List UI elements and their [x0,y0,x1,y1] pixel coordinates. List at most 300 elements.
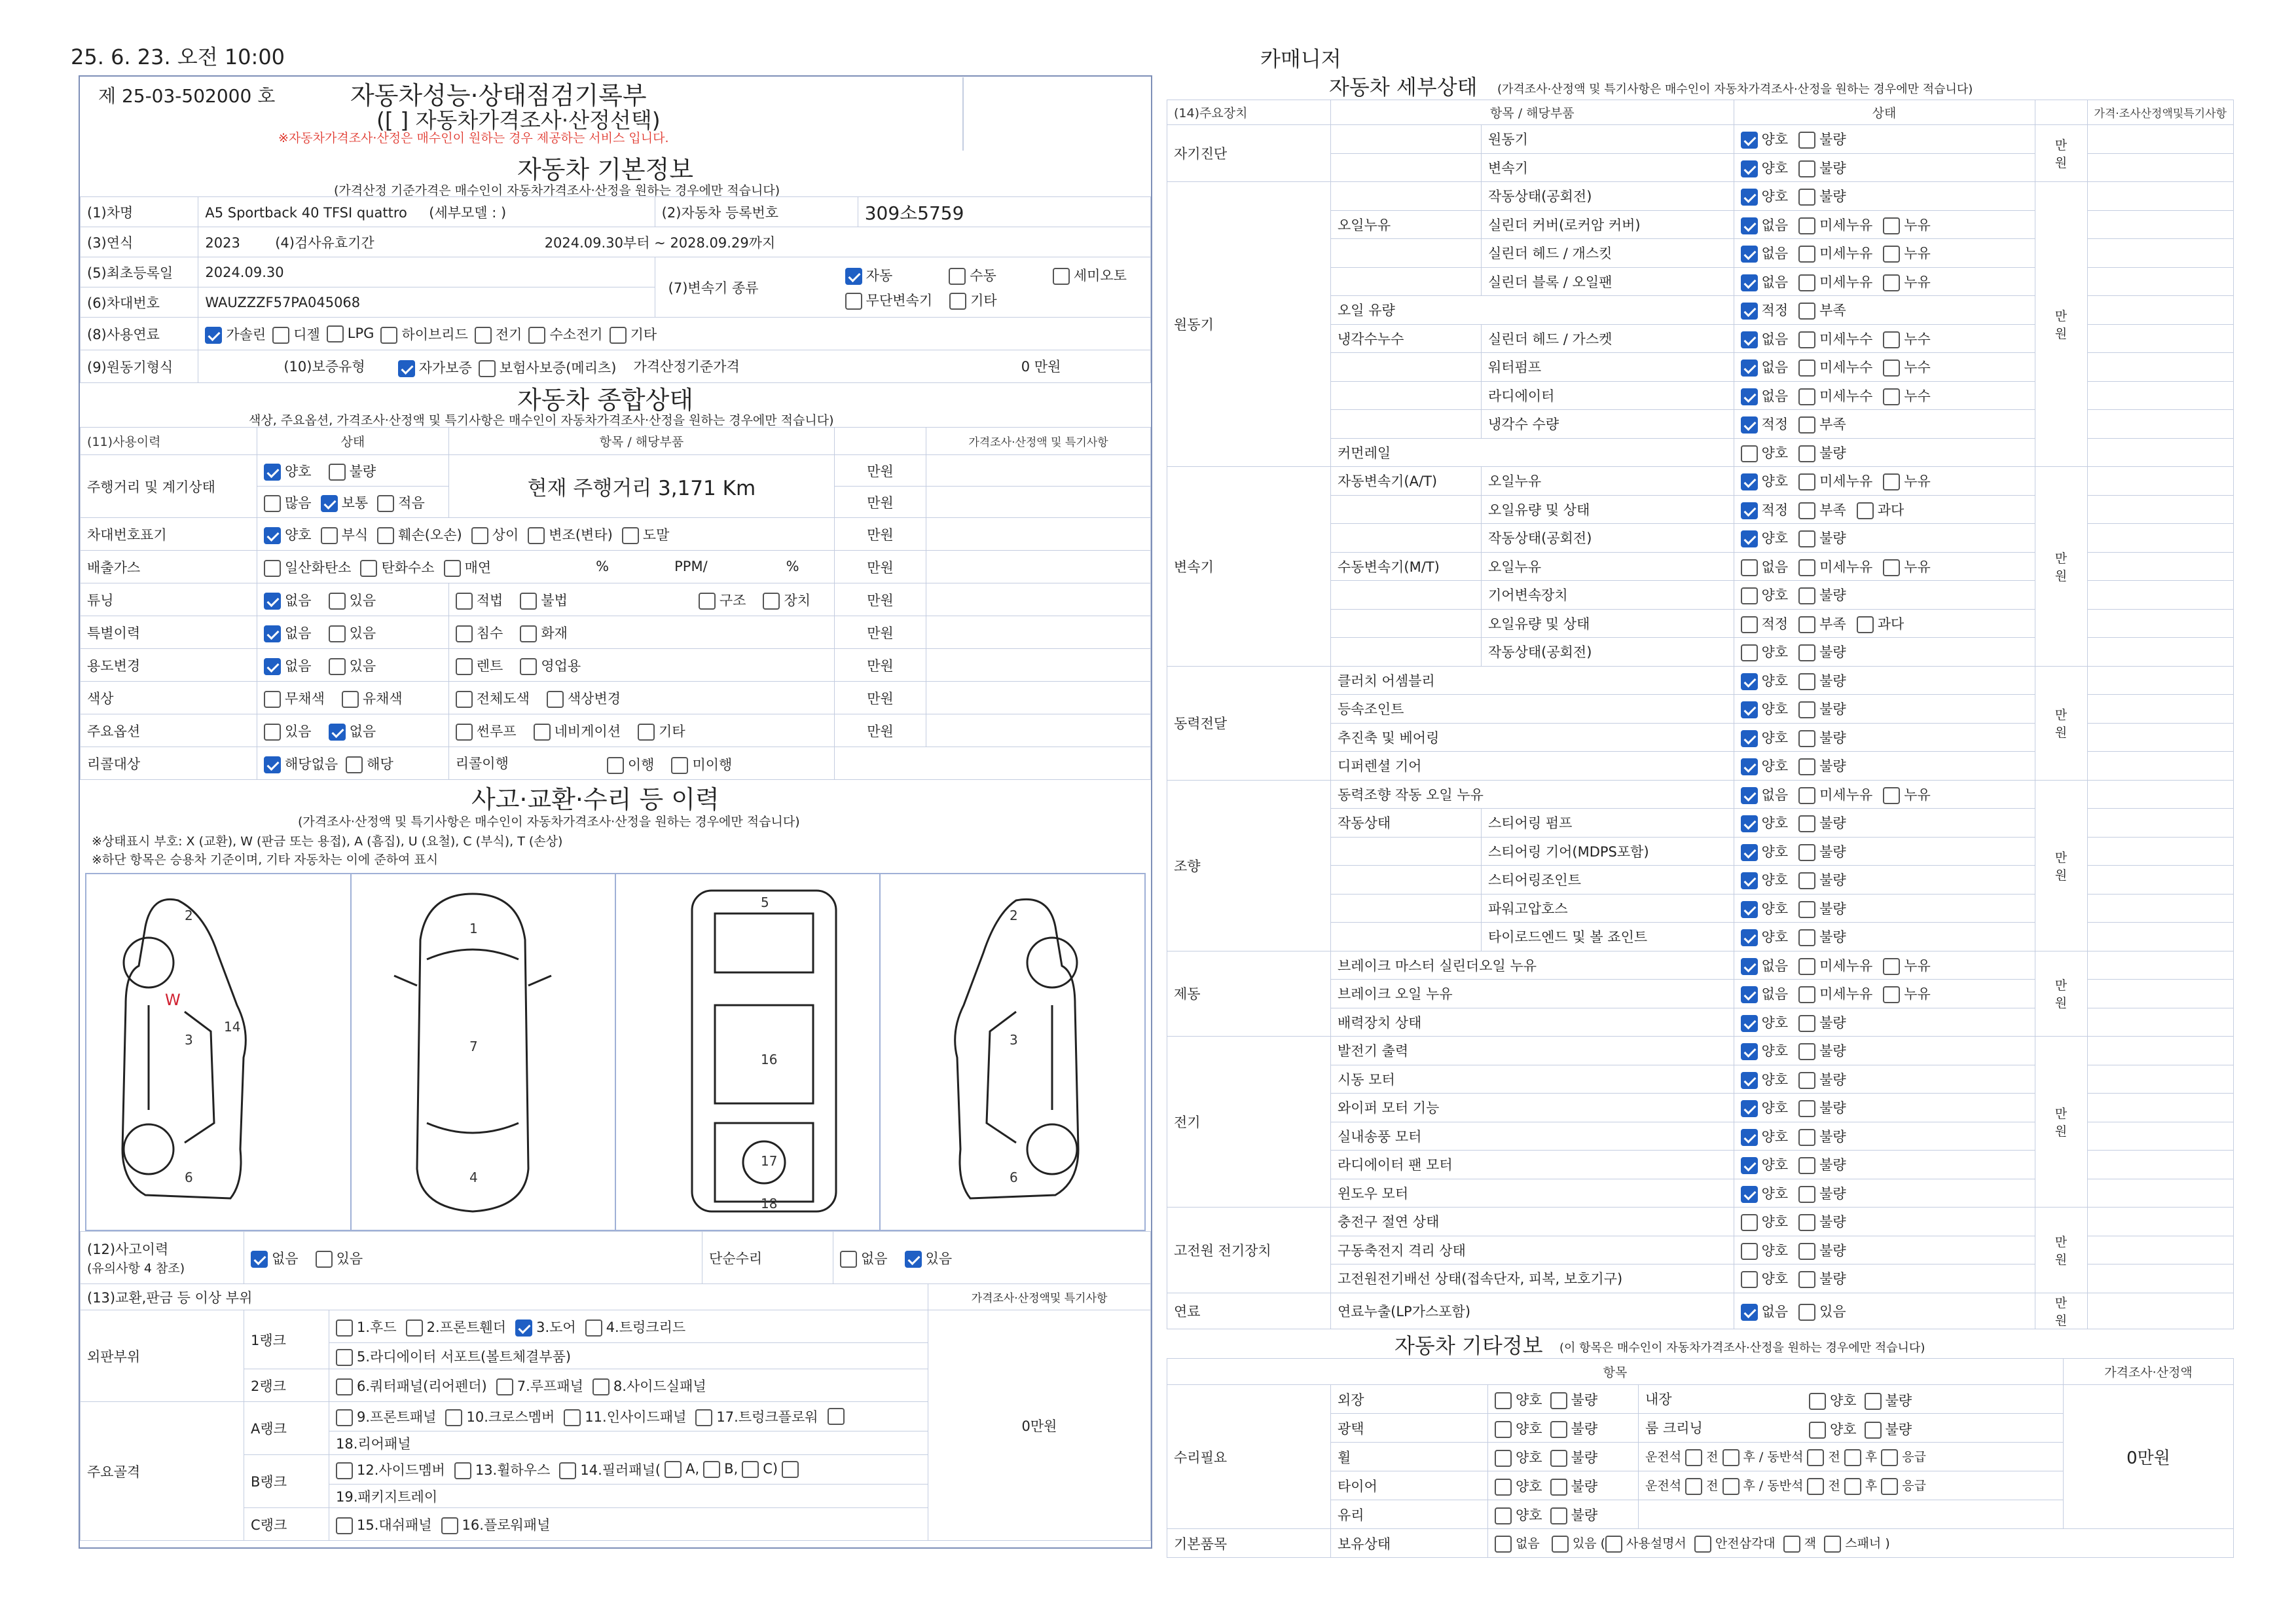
condition-checkbox[interactable] [1798,1157,1815,1174]
condition-checkbox[interactable] [1798,587,1815,604]
trans-manual-checkbox[interactable] [949,268,966,285]
part-label: 오일누유 [1482,467,1734,496]
condition-option-label: 불량 [1819,729,1846,746]
tire-bad-checkbox[interactable] [1550,1479,1567,1496]
condition-checkbox[interactable] [1741,1214,1758,1231]
condition-checkbox[interactable] [1857,616,1874,633]
subgroup-label: 수동변속기(M/T) [1331,552,1482,581]
vin-mark-corrosion-checkbox[interactable] [321,527,338,544]
mileage-high-checkbox[interactable] [264,495,281,512]
symbol-legend-2: ※하단 항목은 승용차 기준이며, 기타 자동차는 이에 준하여 표시 [92,853,439,867]
part-trunk-floor-checkbox[interactable] [695,1409,712,1426]
condition-checkbox[interactable] [1798,1214,1815,1231]
condition-option-label: 양호 [1761,132,1789,148]
condition-checkbox[interactable] [1798,815,1815,832]
jack-checkbox[interactable] [1783,1536,1800,1553]
condition-checkbox[interactable] [1798,189,1815,206]
room-bad-checkbox[interactable] [1865,1422,1882,1439]
condition-checkbox[interactable] [1741,1157,1758,1174]
unit-manwon: 만원 [835,551,926,583]
condition-checkbox[interactable] [1798,787,1815,804]
possess-none-checkbox[interactable] [1495,1536,1512,1553]
condition-options [1734,296,2035,325]
subgroup-label: 작동상태 [1331,809,1482,838]
mileage-normal-checkbox[interactable] [321,495,338,512]
condition-checkbox[interactable] [1798,673,1815,690]
basic-info-heading: 자동차 기본정보 [517,155,694,184]
condition-checkbox[interactable] [1741,758,1758,775]
condition-option-label: 양호 [1761,729,1789,746]
condition-checkbox[interactable] [1798,1304,1815,1321]
simple-repair-yes-checkbox[interactable] [905,1251,922,1268]
emission-co-checkbox[interactable] [264,560,281,577]
condition-checkbox[interactable] [1741,160,1758,177]
condition-checkbox[interactable] [1798,958,1815,975]
condition-checkbox[interactable] [1798,1271,1815,1288]
fuel-electric-checkbox[interactable] [475,327,492,344]
condition-checkbox[interactable] [1798,1100,1815,1117]
options-other-checkbox[interactable] [638,724,655,741]
condition-checkbox[interactable] [1798,986,1815,1003]
condition-checkbox[interactable] [1798,872,1815,889]
triangle-checkbox[interactable] [1694,1536,1711,1553]
part-floor-panel-checkbox[interactable] [441,1517,458,1534]
simple-repair-none-checkbox[interactable] [840,1251,857,1268]
condition-checkbox[interactable] [1798,844,1815,861]
condition-option-label: 있음 [1819,1303,1846,1320]
subgroup-label [1331,609,1482,638]
condition-checkbox[interactable] [1883,360,1900,377]
condition-option-label: 미세누유 [1819,786,1873,803]
room-good-checkbox[interactable] [1809,1422,1826,1439]
part-label: 라디에이터 [1482,381,1734,410]
condition-checkbox[interactable] [1741,217,1758,234]
basic-info-table: (1)차명 A5 Sportback 40 TFSI quattro (세부모델 : ) (2)자동차 등록번호 309소5759 (3)연식 2023 (4)검사유효기간 2024.09.30부터 ~ 2028.09.29까지 (5)최초등록일 2024.09.30 (7)변속기 종류 자동 수동 세미오토 무단변속기 기타 (6)차대번호 WAUZZZF57PA045068 (8)사용연료 가솔린 디젤 LPG 하이브리드 전기 수소전기 기타 (9)원동기형식 (10)보증유형 자가보증 보험사보증(메리츠) 가격산정기준가격 0 만원 [80,196,1151,383]
col-main-device: (14)주요장치 [1167,100,1331,125]
condition-option-label: 없음 [1761,957,1789,974]
condition-option-label: 없음 [1761,331,1789,347]
condition-checkbox[interactable] [1798,331,1815,348]
accident-none-checkbox[interactable] [251,1251,268,1268]
condition-checkbox[interactable] [1883,559,1900,576]
vin-mark-mismatch-checkbox[interactable] [471,527,488,544]
mileage-good-checkbox[interactable] [264,464,281,481]
condition-option-label: 불량 [1819,445,1846,461]
condition-checkbox[interactable] [1798,1129,1815,1146]
unit-manwon: 만원 [835,487,926,518]
tuning-device-checkbox[interactable] [763,593,780,610]
overall-heading: 자동차 종합상태 [517,386,694,415]
condition-checkbox[interactable] [1798,616,1815,633]
condition-option-label: 없음 [1761,986,1789,1003]
part-extra-b-checkbox[interactable] [782,1461,799,1478]
condition-option-label: 미세누유 [1819,473,1873,490]
condition-checkbox[interactable] [1741,986,1758,1003]
row-emission-label: 배출가스 [81,551,257,583]
unit-manwon: 만 원 [2035,1208,2087,1293]
tire-pass-front-checkbox[interactable] [1807,1478,1824,1495]
condition-checkbox[interactable] [1798,1186,1815,1203]
condition-checkbox[interactable] [1883,986,1900,1003]
condition-checkbox[interactable] [1798,360,1815,377]
label-reg-no: (2)자동차 등록번호 [655,197,858,227]
possess-yes-checkbox[interactable] [1552,1536,1569,1553]
unit-manwon: 만원 [835,616,926,649]
emission-hc-checkbox[interactable] [360,560,377,577]
panel-no: 7 [469,1039,478,1054]
condition-option-label: 불량 [1819,843,1846,860]
label-outer-panel: 외판부위 [81,1310,244,1402]
wheel-pass-front-checkbox[interactable] [1807,1449,1824,1466]
part-wheel-house-checkbox[interactable] [454,1462,471,1479]
overall-note: 색상, 주요옵션, 가격조사·산정액 및 특기사항은 매수인이 자동차가격조사·산정을 원하는 경우에만 적습니다) [249,413,834,428]
condition-option-label: 양호 [1761,673,1789,689]
condition-checkbox[interactable] [1798,132,1815,149]
part-label: 충전구 절연 상태 [1331,1208,1734,1236]
condition-checkbox[interactable] [1741,730,1758,747]
warranty-self-checkbox[interactable] [398,360,415,377]
condition-checkbox[interactable] [1741,274,1758,291]
unit-manwon: 만원 [835,518,926,551]
trans-cvt-checkbox[interactable] [845,293,862,310]
condition-option-label: 없음 [1761,786,1789,803]
condition-checkbox[interactable] [1741,303,1758,320]
condition-option-label: 양호 [1761,1185,1789,1202]
condition-option-label: 양호 [1761,1128,1789,1145]
condition-checkbox[interactable] [1741,416,1758,434]
condition-option-label: 양호 [1761,1242,1789,1259]
part-roof-panel-checkbox[interactable] [496,1378,513,1395]
condition-checkbox[interactable] [1883,958,1900,975]
glass-good-checkbox[interactable] [1495,1507,1512,1524]
special-flood-checkbox[interactable] [456,625,473,642]
part-trunk-lid-checkbox[interactable] [585,1320,602,1337]
condition-checkbox[interactable] [1741,1100,1758,1117]
part-front-panel-checkbox[interactable] [336,1409,353,1426]
gloss-bad-checkbox[interactable] [1550,1421,1567,1438]
condition-option-label: 불량 [1819,1242,1846,1259]
part-side-sill-checkbox[interactable] [592,1378,610,1395]
condition-option-label: 부족 [1819,303,1846,319]
condition-checkbox[interactable] [1883,217,1900,234]
device-group-label: 변속기 [1167,467,1331,667]
wheel-driver-front-checkbox[interactable] [1685,1449,1702,1466]
condition-checkbox[interactable] [1741,530,1758,547]
condition-option-label: 없음 [1761,274,1789,290]
condition-option-label: 누유 [1904,274,1931,290]
fuel-other-checkbox[interactable] [610,327,627,344]
condition-checkbox[interactable] [1798,502,1815,519]
tire-driver-rear-checkbox[interactable] [1722,1478,1740,1495]
condition-option-label: 불량 [1819,673,1846,689]
condition-option-label: 누유 [1904,217,1931,233]
recall-notdone-checkbox[interactable] [671,757,688,774]
condition-checkbox[interactable] [1741,673,1758,690]
special-fire-checkbox[interactable] [520,625,537,642]
usage-none-checkbox[interactable] [264,658,281,675]
condition-checkbox[interactable] [1741,815,1758,832]
condition-option-label: 누유 [1904,473,1931,490]
part-dash-panel-checkbox[interactable] [336,1517,353,1534]
options-none-checkbox[interactable] [329,724,346,741]
part-cross-member-checkbox[interactable] [445,1409,462,1426]
pillar-b-checkbox[interactable] [703,1461,720,1478]
condition-checkbox[interactable] [1883,246,1900,263]
condition-checkbox[interactable] [1741,132,1758,149]
recall-na-checkbox[interactable] [264,756,281,773]
recall-yes-checkbox[interactable] [346,756,363,773]
part-label: 오일누유 [1482,552,1734,581]
condition-checkbox[interactable] [1741,787,1758,804]
part-radiator-support-checkbox[interactable] [336,1349,353,1366]
first-reg-value: 2024.09.30 [198,257,655,287]
condition-checkbox[interactable] [1798,1243,1815,1260]
wheel-spare-checkbox[interactable] [1881,1449,1898,1466]
part-quarter-panel-checkbox[interactable] [336,1378,353,1395]
condition-checkbox[interactable] [1798,303,1815,320]
wheel-good-checkbox[interactable] [1495,1450,1512,1467]
condition-checkbox[interactable] [1798,445,1815,462]
label-passenger: 동반석 [1767,1479,1804,1494]
condition-checkbox[interactable] [1857,502,1874,519]
condition-options [1734,1293,2035,1329]
condition-options [1734,837,2035,866]
unit-manwon: 만 원 [2035,1037,2087,1208]
part-label: 구동축전지 격리 상태 [1331,1236,1734,1264]
part-label: 브레이크 마스터 실린더오일 누유 [1331,951,1734,980]
condition-checkbox[interactable] [1798,901,1815,918]
condition-checkbox[interactable] [1741,360,1758,377]
tuning-illegal-checkbox[interactable] [520,593,537,610]
condition-option-label: 양호 [1761,644,1789,661]
part-extra-checkbox[interactable] [828,1408,845,1425]
panel-no: 14 [224,1019,241,1035]
condition-checkbox[interactable] [1798,416,1815,434]
condition-option-label: 양호 [1761,900,1789,917]
condition-checkbox[interactable] [1798,929,1815,946]
rank-a: A랭크 [244,1402,329,1455]
usage-rent-checkbox[interactable] [456,658,473,675]
condition-checkbox[interactable] [1798,530,1815,547]
part-label: 등속조인트 [1331,695,1734,724]
fuel-gasoline-checkbox[interactable] [205,327,222,344]
color-full-paint-checkbox[interactable] [456,691,473,708]
part-door-checkbox[interactable] [515,1320,532,1337]
special-none-checkbox[interactable] [264,625,281,642]
condition-checkbox[interactable] [1741,616,1758,633]
condition-checkbox[interactable] [1741,587,1758,604]
condition-checkbox[interactable] [1741,1072,1758,1089]
exterior-good-checkbox[interactable] [1495,1392,1512,1409]
condition-checkbox[interactable] [1798,1043,1815,1060]
col-other-price: 가격조사·산정액 [2064,1359,2234,1385]
condition-checkbox[interactable] [1741,559,1758,576]
trans-other-checkbox[interactable] [949,293,966,310]
condition-option-label: 양호 [1761,473,1789,490]
exterior-bad-checkbox[interactable] [1550,1392,1567,1409]
emission-smoke-checkbox[interactable] [444,560,461,577]
condition-checkbox[interactable] [1741,1271,1758,1288]
condition-checkbox[interactable] [1741,1015,1758,1032]
fuel-hybrid-checkbox[interactable] [380,327,397,344]
condition-checkbox[interactable] [1741,189,1758,206]
condition-checkbox[interactable] [1741,1043,1758,1060]
condition-checkbox[interactable] [1798,388,1815,405]
part-front-fender-checkbox[interactable] [406,1320,423,1337]
color-change-checkbox[interactable] [547,691,564,708]
vin-mark-damage-checkbox[interactable] [377,527,394,544]
part-label: 동력조향 작동 오일 누유 [1331,780,1734,809]
accident-heading: 사고·교환·수리 등 이력 [471,785,720,814]
condition-checkbox[interactable] [1741,929,1758,946]
condition-checkbox[interactable] [1741,872,1758,889]
tuning-yes-checkbox[interactable] [329,593,346,610]
condition-checkbox[interactable] [1741,958,1758,975]
part-label: 클러치 어셈블리 [1331,666,1734,695]
condition-checkbox[interactable] [1741,1129,1758,1146]
part-pillar-panel-checkbox[interactable] [559,1462,576,1479]
usage-business-checkbox[interactable] [520,658,537,675]
tuning-legal-checkbox[interactable] [456,593,473,610]
part-label: 냉각수 수량 [1482,410,1734,439]
condition-checkbox[interactable] [1883,787,1900,804]
condition-checkbox[interactable] [1741,901,1758,918]
accident-yes-checkbox[interactable] [316,1251,333,1268]
tire-spare-checkbox[interactable] [1881,1478,1898,1495]
vin-mark-good-checkbox[interactable] [264,527,281,544]
doc-title: 자동차성능·상태점검기록부 [350,81,647,110]
subgroup-label [1331,153,1482,182]
fuel-lpg-checkbox[interactable] [327,325,344,342]
part-hood-checkbox[interactable] [336,1320,353,1337]
accident-note: (가격조사·산정액 및 특기사항은 매수인이 자동차가격조사·산정을 원하는 경우에만 적습니다) [298,815,800,829]
part-label: 스티어링조인트 [1482,866,1734,895]
mileage-bad-checkbox[interactable] [329,464,346,481]
part-side-member-checkbox[interactable] [336,1462,353,1479]
interior-bad-checkbox[interactable] [1865,1393,1882,1410]
condition-checkbox[interactable] [1798,246,1815,263]
subgroup-label: 오일누유 [1331,210,1482,239]
condition-checkbox[interactable] [1798,644,1815,661]
condition-checkbox[interactable] [1798,274,1815,291]
condition-checkbox[interactable] [1741,502,1758,519]
tuning-structure-checkbox[interactable] [699,593,716,610]
trans-semi-checkbox[interactable] [1053,268,1070,285]
tire-driver-front-checkbox[interactable] [1685,1478,1702,1495]
fuel-hydrogen-checkbox[interactable] [528,327,545,344]
unit-manwon: 만원 [835,583,926,616]
tire-pass-rear-checkbox[interactable] [1844,1478,1861,1495]
condition-checkbox[interactable] [1741,331,1758,348]
condition-checkbox[interactable] [1883,473,1900,490]
tire-good-checkbox[interactable] [1495,1479,1512,1496]
condition-checkbox[interactable] [1798,1015,1815,1032]
gloss-good-checkbox[interactable] [1495,1421,1512,1438]
panel-no: 2 [1010,908,1018,923]
label-engine-type: (9)원동기형식 [81,350,198,383]
condition-checkbox[interactable] [1798,473,1815,490]
condition-checkbox[interactable] [1741,1243,1758,1260]
label-tire: 타이어 [1331,1471,1488,1500]
recall-done-checkbox[interactable] [607,757,624,774]
condition-option-label: 양호 [1761,843,1789,860]
warranty-insurer-checkbox[interactable] [479,360,496,377]
vin-mark-altered-checkbox[interactable] [528,527,545,544]
row-special-label: 특별이력 [81,616,257,649]
options-yes-checkbox[interactable] [264,724,281,741]
condition-options [1734,153,2035,182]
label-warranty: (10)보증유형 [283,358,365,375]
part-rear-panel: 18.리어패널 [329,1431,928,1455]
part-inside-panel-checkbox[interactable] [564,1409,581,1426]
condition-checkbox[interactable] [1741,644,1758,661]
options-navi-checkbox[interactable] [534,724,551,741]
color-achromatic-checkbox[interactable] [264,691,281,708]
condition-checkbox[interactable] [1798,758,1815,775]
glass-bad-checkbox[interactable] [1550,1507,1567,1524]
condition-checkbox[interactable] [1741,1186,1758,1203]
condition-checkbox[interactable] [1798,701,1815,718]
wheel-bad-checkbox[interactable] [1550,1450,1567,1467]
condition-options [1734,1264,2035,1293]
spanner-checkbox[interactable] [1824,1536,1841,1553]
condition-checkbox[interactable] [1741,388,1758,405]
wheel-pass-rear-checkbox[interactable] [1844,1449,1861,1466]
condition-checkbox[interactable] [1741,701,1758,718]
condition-options [1734,239,2035,268]
condition-option-label: 불량 [1819,872,1846,889]
condition-checkbox[interactable] [1798,1072,1815,1089]
manual-checkbox[interactable] [1605,1536,1622,1553]
condition-options [1734,210,2035,239]
part-label: 실린더 헤드 / 개스킷 [1482,239,1734,268]
part-label: 실린더 헤드 / 가스켓 [1482,324,1734,353]
fuel-diesel-checkbox[interactable] [272,327,289,344]
options-sunroof-checkbox[interactable] [456,724,473,741]
tuning-none-checkbox[interactable] [264,593,281,610]
condition-checkbox[interactable] [1741,473,1758,490]
condition-options [1734,524,2035,553]
unit-manwon: 만 원 [2035,182,2087,467]
condition-checkbox[interactable] [1741,844,1758,861]
condition-checkbox[interactable] [1883,274,1900,291]
wheel-driver-rear-checkbox[interactable] [1722,1449,1740,1466]
interior-good-checkbox[interactable] [1809,1393,1826,1410]
pillar-a-checkbox[interactable] [665,1461,682,1478]
condition-checkbox[interactable] [1798,730,1815,747]
mileage-low-checkbox[interactable] [377,495,394,512]
part-label: 실내송풍 모터 [1331,1122,1734,1151]
subgroup-label [1331,866,1482,895]
condition-checkbox[interactable] [1741,445,1758,462]
condition-checkbox[interactable] [1883,331,1900,348]
condition-options [1734,182,2035,211]
condition-checkbox[interactable] [1798,217,1815,234]
trans-auto-checkbox[interactable] [845,268,862,285]
other-heading: 자동차 기타정보 [1394,1333,1543,1358]
condition-checkbox[interactable] [1798,559,1815,576]
pillar-c-checkbox[interactable] [742,1461,759,1478]
special-yes-checkbox[interactable] [329,625,346,642]
usage-yes-checkbox[interactable] [329,658,346,675]
condition-checkbox[interactable] [1741,1304,1758,1321]
vin-mark-smear-checkbox[interactable] [622,527,639,544]
condition-checkbox[interactable] [1798,160,1815,177]
condition-checkbox[interactable] [1883,388,1900,405]
condition-checkbox[interactable] [1741,246,1758,263]
panel-no: 3 [1010,1032,1018,1048]
color-chromatic-checkbox[interactable] [342,691,359,708]
